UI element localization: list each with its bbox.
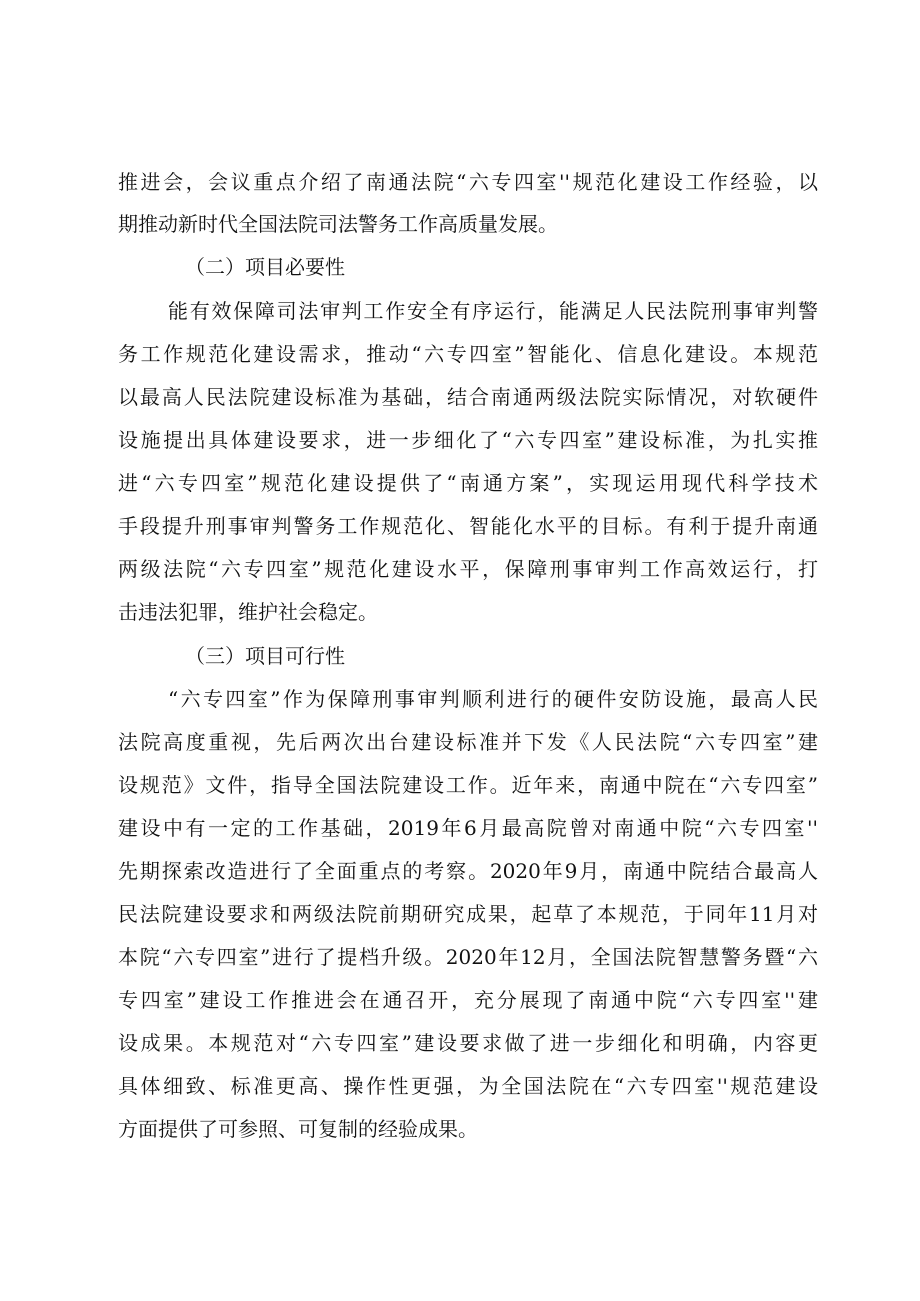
section-2-heading: （二）项目必要性 — [185, 255, 345, 279]
section-3-line-7: 本院“六专四室”进行了提档升级。2020年12月，全国法院智慧警务暨“六 — [118, 945, 818, 969]
intro-line-2: 期推动新时代全国法院司法警务工作高质量发展。 — [118, 212, 558, 236]
section-2-line-3: 以最高人民法院建设标准为基础，结合南通两级法院实际情况，对软硬件 — [118, 385, 818, 409]
section-3-line-2: 法院高度重视，先后两次出台建设标准并下发《人民法院“六专四室”建 — [118, 730, 818, 754]
section-2-line-5: 进“六专四室”规范化建设提供了“南通方案”，实现运用现代科学技术 — [118, 471, 818, 495]
section-2-line-6: 手段提升刑事审判警务工作规范化、智能化水平的目标。有利于提升南通 — [118, 514, 818, 538]
section-3-line-5: 先期探索改造进行了全面重点的考察。2020年9月，南通中院结合最高人 — [118, 859, 818, 883]
section-3-heading: （三）项目可行性 — [185, 644, 345, 668]
section-3-line-3: 设规范》文件，指导全国法院建设工作。近年来，南通中院在“六专四室” — [118, 773, 818, 797]
section-2-line-8: 击违法犯罪，维护社会稳定。 — [118, 600, 378, 624]
section-3-line-10: 具体细致、标准更高、操作性更强，为全国法院在“六专四室''规范建设 — [118, 1074, 818, 1098]
intro-line-1: 推进会，会议重点介绍了南通法院“六专四室''规范化建设工作经验，以 — [118, 170, 818, 194]
section-2-line-1: 能有效保障司法审判工作安全有序运行，能满足人民法院刑事审判警 — [168, 299, 818, 323]
section-3-line-1: “六专四室”作为保障刑事审判顺利进行的硬件安防设施，最高人民 — [168, 687, 818, 711]
section-3-line-11: 方面提供了可参照、可复制的经验成果。 — [118, 1117, 478, 1141]
section-3-line-9: 设成果。本规范对“六专四室”建设要求做了进一步细化和明确，内容更 — [118, 1031, 818, 1055]
section-3-line-4: 建设中有一定的工作基础，2019年6月最高院曾对南通中院“六专四室'' — [118, 816, 818, 840]
section-2-line-7: 两级法院“六专四室”规范化建设水平，保障刑事审判工作高效运行，打 — [118, 557, 818, 581]
section-3-line-8: 专四室”建设工作推进会在通召开，充分展现了南通中院“六专四室''建 — [118, 988, 818, 1012]
section-2-line-2: 务工作规范化建设需求，推动“六专四室”智能化、信息化建设。本规范 — [118, 342, 818, 366]
section-3-line-6: 民法院建设要求和两级法院前期研究成果，起草了本规范，于同年11月对 — [118, 902, 818, 926]
section-2-line-4: 设施提出具体建设要求，进一步细化了“六专四室”建设标准，为扎实推 — [118, 428, 818, 452]
